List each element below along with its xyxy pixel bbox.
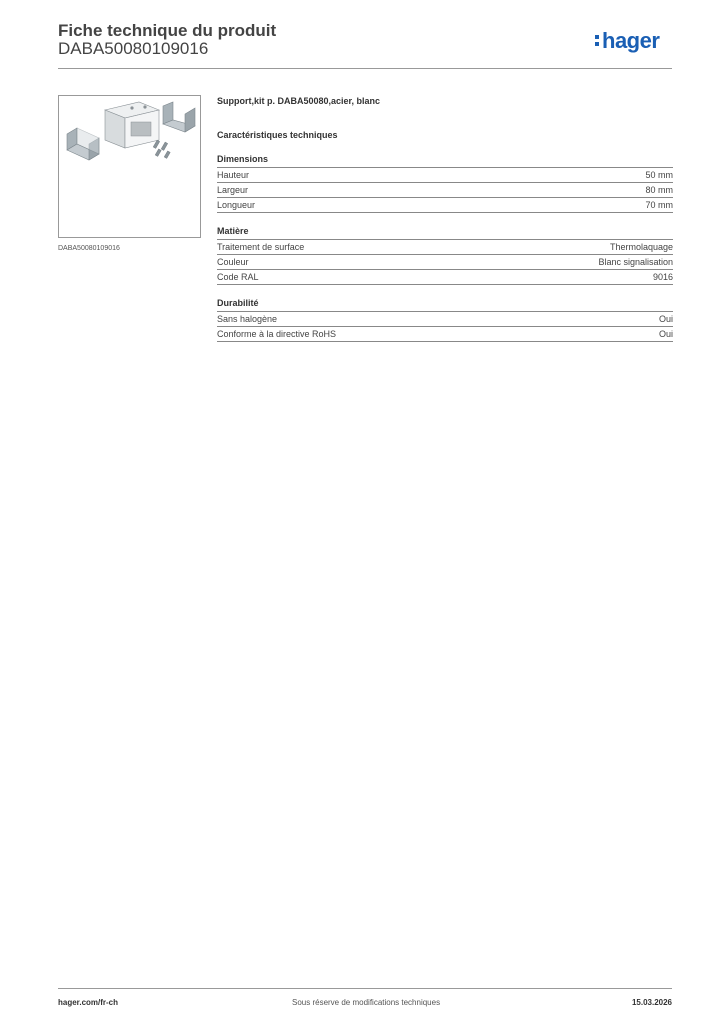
- section-heading-matiere: Matière: [217, 226, 673, 240]
- spec-row-hauteur: [217, 168, 673, 183]
- screws-part: [153, 140, 170, 158]
- footer-divider: [58, 988, 672, 989]
- spec-value: 9016: [652, 272, 673, 282]
- logo-text: hager: [602, 28, 660, 53]
- spec-label: Traitement de surface: [217, 242, 305, 252]
- characteristics-heading: Caractéristiques techniques: [217, 130, 338, 140]
- product-title: Support,kit p. DABA50080,acier, blanc: [217, 96, 381, 106]
- section-heading-durabilite: Durabilité: [217, 298, 673, 312]
- spec-row-traitement: [217, 240, 673, 255]
- spec-row-largeur: [217, 183, 673, 198]
- spec-row-longueur: [217, 198, 673, 213]
- right-bracket-part: [163, 102, 195, 132]
- footer-disclaimer: Sous réserve de modifications techniques: [292, 998, 441, 1007]
- spec-content: [217, 96, 673, 342]
- header-divider: [58, 68, 672, 69]
- footer-date: 15.03.2026: [631, 998, 672, 1007]
- spec-value: 70 mm: [645, 200, 673, 210]
- page-title: Fiche technique du produit: [58, 21, 277, 40]
- spec-row-couleur: [217, 255, 673, 270]
- image-caption: DABA50080109016: [58, 245, 120, 252]
- spec-value: Blanc signalisation: [598, 257, 673, 267]
- spec-label: Couleur: [217, 257, 249, 267]
- spec-label: Sans halogène: [217, 314, 278, 324]
- center-block-part: [105, 102, 159, 148]
- spec-label: Longueur: [217, 200, 256, 210]
- spec-value: 50 mm: [645, 170, 673, 180]
- footer-website-link[interactable]: hager.com/fr-ch: [58, 998, 119, 1007]
- spec-value: Oui: [658, 314, 673, 324]
- spec-value: Thermolaquage: [609, 242, 673, 252]
- spec-value: 80 mm: [645, 185, 673, 195]
- section-heading-dimensions: Dimensions: [217, 154, 673, 168]
- spec-label: Conforme à la directive RoHS: [217, 329, 337, 339]
- spec-row-rohs: [217, 327, 673, 342]
- spec-row-code-ral: [217, 270, 673, 285]
- hager-logo: [594, 27, 674, 57]
- product-image: [58, 95, 201, 238]
- product-code: DABA50080109016: [58, 39, 209, 58]
- spec-label: Largeur: [217, 185, 249, 195]
- spec-value: Oui: [658, 329, 673, 339]
- left-bracket-part: [67, 128, 99, 160]
- spec-row-sans-halogene: [217, 312, 673, 327]
- spec-label: Hauteur: [217, 170, 250, 180]
- spec-label: Code RAL: [217, 272, 259, 282]
